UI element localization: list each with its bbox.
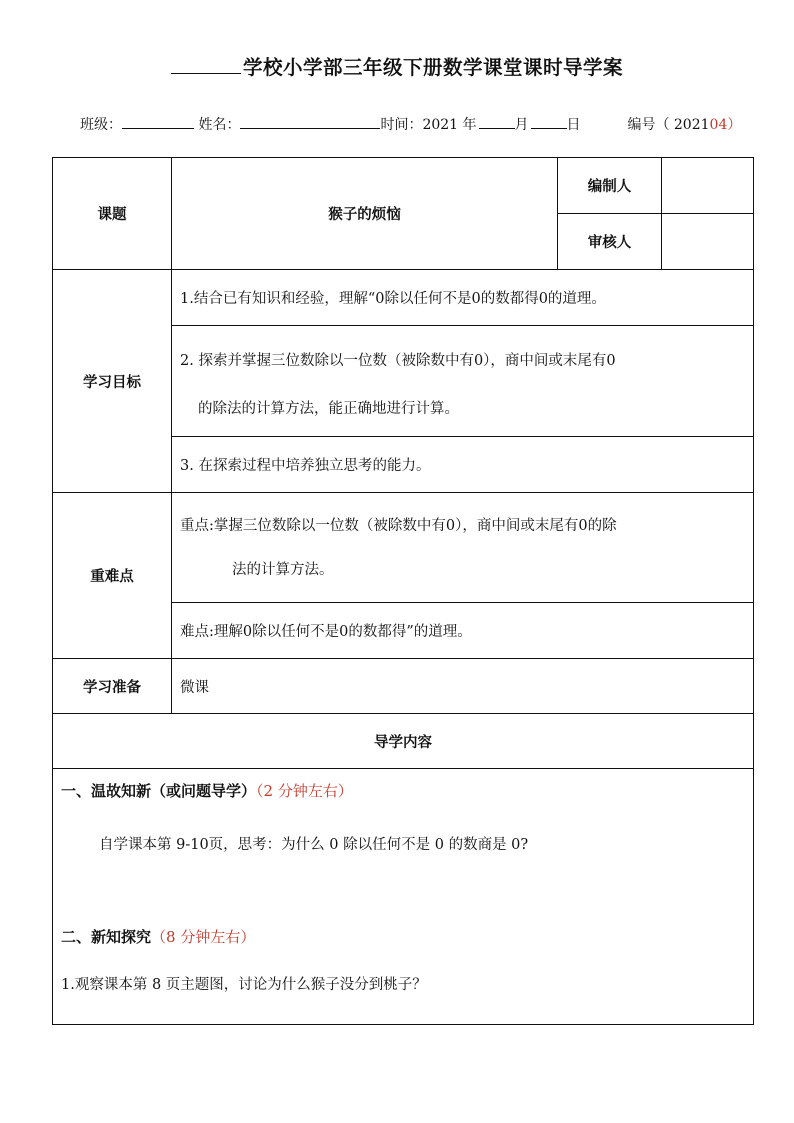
difficulty-point: 难点:理解0除以任何不是0的数都得”的道理。 <box>172 603 754 659</box>
section1-time: （2 分钟左右） <box>256 782 353 800</box>
page-title <box>0 52 794 80</box>
objective-item-1: 1.结合已有知识和经验，理解“0除以任何不是0的数都得0的道理。 <box>172 270 754 326</box>
objective-item-2-line2: 的除法的计算方法，能正确地进行计算。 <box>198 401 459 417</box>
objectives-label: 学习目标 <box>53 270 172 493</box>
section1-title: 一、温故知新（或问题导学） <box>61 782 257 800</box>
objective-item-2 <box>172 326 754 437</box>
name-label: 姓名： <box>198 117 241 133</box>
section1-heading <box>61 771 745 811</box>
guide-content <box>53 769 754 1025</box>
school-name-blank[interactable] <box>171 59 241 74</box>
author-value[interactable] <box>662 158 754 214</box>
page-title-text: 学校小学部三年级下册数学课堂课时导学案 <box>242 56 623 79</box>
section1-text: 自学课本第 9-10页，思考：为什么 0 除以任何不是 0 的数商是 0? <box>99 837 529 853</box>
objective-item-3: 3. 在探索过程中培养独立思考的能力。 <box>172 437 754 493</box>
reviewer-value[interactable] <box>662 214 754 270</box>
day-blank[interactable] <box>531 115 567 129</box>
reviewer-label: 审核人 <box>558 214 662 270</box>
preparation-label: 学习准备 <box>53 659 172 714</box>
focus-line1: 重点:掌握三位数除以一位数（被除数中有0），商中间或末尾有0的除 <box>180 517 617 534</box>
code-label: 编号（ 202104） <box>627 117 742 133</box>
topic-value: 猴子的烦恼 <box>172 158 558 270</box>
author-label: 编制人 <box>558 158 662 214</box>
section2-item1: 1.观察课本第 8 页主题图，讨论为什么猴子没分到桃子？ <box>61 977 427 993</box>
month-blank[interactable] <box>479 115 515 129</box>
key-points-label: 重难点 <box>53 493 172 659</box>
focus-point <box>172 493 754 603</box>
section2-title: 二、新知探究 <box>61 928 152 946</box>
topic-label: 课题 <box>53 158 172 270</box>
month-label: 月 <box>514 117 529 133</box>
day-label: 日 <box>566 117 581 133</box>
class-label: 班级： <box>80 117 122 133</box>
focus-line2: 法的计算方法。 <box>232 561 334 578</box>
time-label: 时间：2021 年 <box>380 117 477 133</box>
lesson-plan-table <box>52 157 754 1025</box>
name-blank[interactable] <box>240 115 380 129</box>
section2-heading <box>61 917 745 957</box>
preparation-value: 微课 <box>172 659 754 714</box>
guide-heading: 导学内容 <box>53 714 754 769</box>
objective-item-2-line1: 2. 探索并掌握三位数除以一位数（被除数中有0），商中间或末尾有0 <box>180 353 616 369</box>
section2-time: （8 分钟左右） <box>151 928 256 946</box>
class-blank[interactable] <box>122 115 194 129</box>
info-line <box>80 114 760 134</box>
